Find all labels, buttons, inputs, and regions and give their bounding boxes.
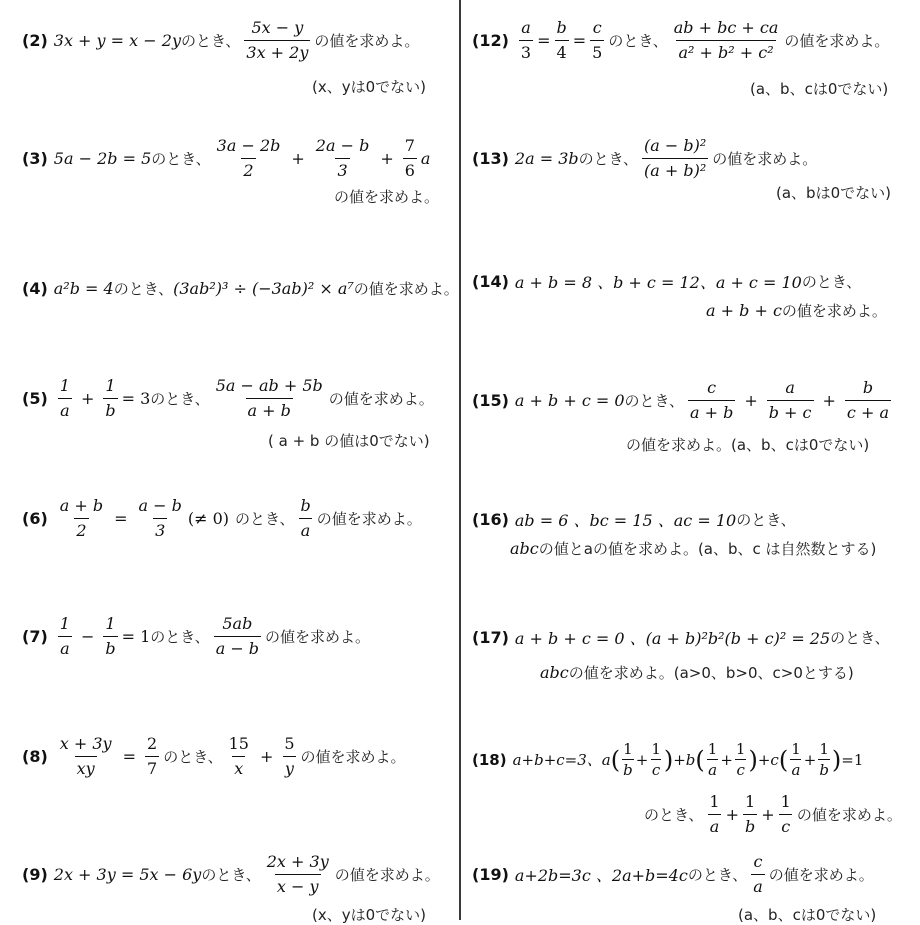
- denominator: b: [819, 761, 829, 779]
- fraction-2: [103, 614, 117, 659]
- target-expression: a + b + c: [706, 301, 782, 320]
- numerator: ab + bc + ca: [673, 18, 779, 37]
- target-fraction: [642, 136, 708, 181]
- problem-13: [472, 136, 817, 181]
- variable-a: a: [420, 149, 431, 168]
- problem-4: [22, 278, 459, 299]
- condition-equation: a²b = 4: [53, 279, 114, 298]
- text-notoki: のとき、: [163, 748, 223, 766]
- problem-number: (14): [472, 272, 509, 291]
- fraction-3: [590, 18, 604, 63]
- fraction-2: [145, 734, 159, 779]
- numerator: 1: [819, 740, 829, 758]
- numerator: 7: [404, 136, 415, 155]
- condition-equation: a + b + c = 0: [514, 391, 625, 410]
- target-fraction: [214, 614, 261, 659]
- numerator: c: [592, 18, 602, 37]
- numerator: 1: [651, 740, 661, 758]
- numerator: 15: [228, 734, 249, 753]
- frac-1-a: [707, 792, 721, 837]
- text-instruction: の値を求めよ。: [712, 150, 818, 168]
- denominator: a + b: [246, 398, 293, 421]
- text-instruction: の値を求めよ。: [796, 806, 902, 824]
- fraction-1: [58, 496, 105, 541]
- denominator: c + a: [845, 400, 891, 423]
- numerator: 1: [709, 792, 720, 811]
- text-notoki: のとき、: [113, 280, 174, 298]
- condition-equation: a+2b=3c 、2a+b=4c: [514, 866, 688, 885]
- numerator: 1: [105, 614, 116, 633]
- numerator: c: [707, 378, 717, 397]
- equals-value: = 1: [121, 627, 151, 646]
- text-instruction: の値を求めよ。: [768, 866, 874, 884]
- denominator: 7: [145, 756, 159, 779]
- numerator: x + 3y: [59, 734, 112, 753]
- problem-number: (13): [472, 149, 509, 168]
- fraction-1: [58, 376, 72, 421]
- denominator: b: [103, 636, 117, 659]
- fraction-2: [103, 376, 117, 421]
- denominator: 3: [519, 40, 533, 63]
- problem-6: (6) $\frac{a + b}{2}$ = $\frac{a - b}{3}$ (≠ 0) のとき、 $\frac{b}{a}$ の値を求めよ。: [22, 496, 422, 540]
- problem-number: (15): [472, 391, 509, 410]
- text-instruction: の値を求めよ。: [265, 628, 371, 646]
- numerator: 1: [59, 614, 70, 633]
- text-notoki: のとき、: [150, 390, 210, 408]
- numerator: c: [753, 852, 763, 871]
- denominator: 3: [153, 518, 167, 541]
- coef-b: +b: [673, 750, 696, 769]
- denominator: b: [743, 814, 757, 837]
- numerator: 5x − y: [251, 18, 304, 37]
- target-fraction: [298, 496, 312, 541]
- problem-3-instruction: の値を求めよ。: [334, 188, 440, 206]
- target-fraction: [751, 852, 765, 897]
- numerator: 1: [59, 376, 70, 395]
- text-instruction: の値を求めよ。: [334, 866, 440, 884]
- text-notoki: のとき、: [830, 629, 890, 647]
- text-notoki: のとき、: [235, 510, 295, 528]
- text-notoki: のとき、: [151, 150, 211, 168]
- denominator: x: [232, 756, 245, 779]
- fraction-2: [314, 136, 372, 181]
- denominator: a: [708, 814, 722, 837]
- problem-19: [472, 852, 874, 897]
- fraction-3: [845, 378, 891, 423]
- fraction-3: [227, 734, 251, 779]
- text-instruction: の値を求めよ。: [781, 302, 887, 320]
- numerator: 1: [745, 792, 756, 811]
- problem-14-line2: [706, 300, 887, 321]
- denominator: a: [299, 518, 313, 541]
- problem-8: (8) $\frac{x + 3y}{xy}$ = $\frac{2}{7}$ のとき、 $\frac{15}{x}$ + $\frac{5}{y}$ の値を求めよ。: [22, 734, 406, 778]
- text-instruction: の値を求めよ。: [784, 32, 890, 50]
- equals-one: =1: [841, 750, 864, 769]
- text-instruction: の値を求めよ。: [300, 748, 406, 766]
- numerator: 2a − b: [315, 136, 370, 155]
- numerator: 5a − ab + 5b: [215, 376, 323, 395]
- denominator: 2: [241, 158, 255, 181]
- frac-1-b: [818, 740, 830, 779]
- problem-number: (16): [472, 510, 509, 529]
- denominator: 3: [335, 158, 349, 181]
- target-expression: abc: [510, 539, 539, 558]
- problem-number: (6): [22, 509, 48, 528]
- fraction-4: [282, 734, 296, 779]
- problem-number: (8): [22, 747, 48, 766]
- text-instruction: の値とaの値を求めよ。(a、b、c は自然数とする): [538, 540, 877, 558]
- problem-number: (7): [22, 627, 48, 646]
- condition-equation: 2x + 3y = 5x − 6y: [53, 865, 202, 884]
- denominator: a + b: [688, 400, 735, 423]
- text-instruction: の値を求めよ。(a>0、b>0、c>0とする): [568, 664, 854, 682]
- text-notoki: のとき、: [201, 866, 261, 884]
- numerator: 1: [780, 792, 791, 811]
- numerator: 1: [623, 740, 633, 758]
- target-expression: abc: [540, 663, 569, 682]
- condition-equation: ab = 6 、bc = 15 、ac = 10: [514, 511, 737, 530]
- denominator: c: [736, 761, 745, 779]
- numerator: b: [300, 496, 311, 515]
- text-notoki: のとき、: [578, 150, 639, 168]
- text-notoki: のとき、: [624, 392, 684, 410]
- problem-number: (17): [472, 628, 509, 647]
- target-fraction: [672, 18, 781, 63]
- problem-5: (5) $\frac{1}{a}$ + $\frac{1}{b}$ = 3 のとき、 $\frac{5a - ab + 5b}{a + b}$ の値を求めよ。: [22, 376, 434, 420]
- problem-17: [472, 626, 890, 649]
- denominator: 6: [403, 158, 417, 181]
- numerator: 1: [707, 740, 718, 758]
- text-notoki: のとき、: [180, 32, 241, 50]
- numerator: a + b: [59, 496, 104, 515]
- coef-c: +c: [757, 750, 779, 769]
- fraction-1: [215, 136, 283, 181]
- denominator: 5: [590, 40, 604, 63]
- frac-1-c: [779, 792, 793, 837]
- problem-14: [472, 270, 861, 293]
- denominator: c: [651, 761, 661, 779]
- numerator: b: [862, 378, 874, 397]
- nonzero-condition: (≠ 0): [187, 509, 230, 528]
- denominator: a − b: [214, 636, 261, 659]
- frac-1-b: [622, 740, 634, 779]
- fraction-2: [137, 496, 184, 541]
- fraction-1: [688, 378, 735, 423]
- problem-number: (9): [22, 865, 48, 884]
- denominator: (a + b)²: [642, 158, 708, 181]
- problem-2-condition: (x、yは0でない): [312, 78, 427, 96]
- problem-5-condition: ( a + b の値は0でない): [268, 432, 430, 450]
- problem-9-condition: (x、yは0でない): [312, 906, 427, 924]
- frac-1-a: [707, 740, 719, 779]
- denominator: b: [103, 398, 117, 421]
- numerator: a: [785, 378, 795, 397]
- condition-equation: 3x + y = x − 2y: [53, 31, 181, 50]
- text-instruction: の値を求めよ。: [316, 510, 422, 528]
- target-fraction: [214, 376, 325, 421]
- problem-18: (18) a+b+c=3、 a ( $\frac{1}{b}$ + $\frac{1}{c}$ ) +b ( $\frac{1}{a}$ + $\frac{1}{c}$ ) +c ( $\frac{1}{a}$ + $\frac{1}{b}$ ) =1: [472, 740, 864, 779]
- problem-16: [472, 508, 796, 531]
- text-notoki: のとき、: [150, 628, 210, 646]
- denominator: xy: [75, 756, 97, 779]
- denominator: c: [779, 814, 792, 837]
- denominator: b + c: [767, 400, 814, 423]
- condition-equation: a+b+c=3、: [512, 751, 602, 769]
- denominator: 4: [555, 40, 569, 63]
- problem-number: (2): [22, 31, 48, 50]
- numerator: b: [556, 18, 567, 37]
- numerator: a: [521, 18, 531, 37]
- problem-number: (18): [472, 750, 507, 769]
- numerator: 2x + 3y: [266, 852, 329, 871]
- denominator: a: [751, 874, 765, 897]
- denominator: a: [708, 761, 718, 779]
- problem-number: (3): [22, 149, 48, 168]
- fraction-2: [554, 18, 568, 63]
- text-instruction: の値を求めよ。: [328, 390, 434, 408]
- fraction-3: [403, 136, 417, 181]
- problem-number: (19): [472, 865, 509, 884]
- problem-12-condition: (a、b、cは0でない): [750, 80, 889, 98]
- fraction-1: [519, 18, 533, 63]
- numerator: 2: [147, 734, 158, 753]
- problem-13-condition: (a、bは0でない): [776, 184, 891, 202]
- numerator: 1: [735, 740, 746, 758]
- coef-a: a: [601, 750, 611, 769]
- problem-15: (15) a + b + c = 0 のとき、 $\frac{c}{a + b}$ + $\frac{a}{b + c}$ + $\frac{b}{c + a}$: [472, 378, 889, 422]
- numerator: 5: [284, 734, 295, 753]
- denominator: a: [58, 398, 72, 421]
- numerator: 1: [791, 740, 801, 758]
- target-fraction: [265, 852, 331, 897]
- problem-7: (7) $\frac{1}{a}$ − $\frac{1}{b}$ = 1 のとき、 $\frac{5ab}{a - b}$ の値を求めよ。: [22, 614, 371, 658]
- fraction-1: [58, 734, 114, 779]
- text-instruction: の値を求めよ。: [353, 280, 459, 298]
- denominator: x − y: [275, 874, 321, 897]
- problem-12: (12) $\frac{a}{3}$ = $\frac{b}{4}$ = $\frac{c}{5}$ のとき、 $\frac{ab + bc + ca}{\text{a² + b² + c²}}$ の値を求めよ。: [472, 18, 890, 62]
- text-notoki: のとき、: [801, 273, 862, 291]
- target-fraction: [244, 18, 310, 63]
- problem-17-line2: [540, 662, 854, 683]
- denominator: b: [623, 761, 633, 779]
- denominator: 2: [74, 518, 88, 541]
- numerator: a − b: [138, 496, 182, 515]
- text-notoki: のとき、: [644, 806, 704, 824]
- problem-number: (4): [22, 279, 48, 298]
- condition-equation: 5a − 2b = 5: [53, 149, 152, 168]
- numerator: 3a − 2b: [216, 136, 281, 155]
- fraction-1: [58, 614, 72, 659]
- denominator: a² + b² + c²: [676, 40, 775, 63]
- text-instruction: の値を求めよ。: [314, 32, 420, 50]
- problem-18-line2: のとき、 $\frac{1}{a}$ + $\frac{1}{b}$ + $\frac{1}{c}$ の値を求めよ。: [644, 792, 902, 836]
- problem-3: (3) 5a − 2b = 5 のとき、 $\frac{3a - 2b}{2}$ + $\frac{2a - b}{3}$ + $\frac{7}{6}$ a: [22, 136, 431, 180]
- condition-equation: a + b = 8 、b + c = 12、a + c = 10: [514, 273, 802, 292]
- problem-16-line2: [510, 538, 876, 559]
- problem-2: [22, 18, 419, 63]
- target-expression: (3ab²)³ ÷ (−3ab)² × a⁷: [173, 279, 354, 298]
- column-divider: [459, 0, 461, 920]
- text-notoki: のとき、: [736, 511, 796, 529]
- denominator: a: [58, 636, 72, 659]
- problem-9: [22, 852, 440, 897]
- frac-1-b: [743, 792, 757, 837]
- condition-equation: 2a = 3b: [514, 149, 579, 168]
- numerator: 1: [105, 376, 116, 395]
- denominator: a: [791, 761, 801, 779]
- fraction-2: [767, 378, 814, 423]
- condition-equation: a + b + c = 0 、(a + b)²b²(b + c)² = 25: [514, 629, 831, 648]
- problem-19-condition: (a、b、cは0でない): [738, 906, 877, 924]
- problem-15-instruction: の値を求めよ。(a、b、cは0でない): [626, 436, 870, 454]
- frac-1-c: [650, 740, 662, 779]
- equals-value: = 3: [121, 389, 151, 408]
- problem-number: (5): [22, 389, 48, 408]
- numerator: (a − b)²: [644, 136, 707, 155]
- denominator: y: [283, 756, 296, 779]
- text-notoki: のとき、: [687, 866, 748, 884]
- problem-number: (12): [472, 31, 509, 50]
- numerator: 5ab: [222, 614, 253, 633]
- denominator: 3x + 2y: [244, 40, 310, 63]
- text-notoki: のとき、: [608, 32, 668, 50]
- frac-1-c: [735, 740, 747, 779]
- frac-1-a: [790, 740, 802, 779]
